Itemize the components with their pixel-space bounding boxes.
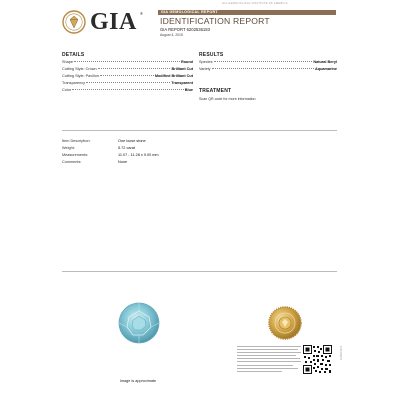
- side-code: 1106031179: [340, 345, 343, 360]
- item-label: Weight:: [62, 146, 75, 150]
- section-divider: [62, 271, 337, 272]
- results-label: Variety: [199, 67, 211, 71]
- item-label: Item Description:: [62, 139, 91, 143]
- details-row: [62, 88, 193, 93]
- gemstone-image: [118, 302, 160, 344]
- report-date: August 4, 2015: [160, 33, 183, 37]
- details-row: [62, 81, 193, 86]
- item-label: Comments:: [62, 160, 82, 164]
- item-value: One loose stone: [118, 139, 146, 143]
- report-number: GIA REPORT 6202536183: [160, 27, 210, 32]
- image-caption: Image is approximate: [119, 379, 157, 383]
- report-band: GIA GEMOLOGICAL REPORT: [158, 10, 336, 15]
- details-title: DETAILS: [62, 52, 85, 58]
- details-label: Cutting Style: Crown: [62, 67, 97, 71]
- gia-logo: [62, 10, 142, 34]
- hologram-seal-icon: [268, 306, 302, 340]
- item-value: 5.72 carat: [118, 146, 135, 150]
- details-label: Transparency: [62, 81, 86, 85]
- item-label: Measurements:: [62, 153, 89, 157]
- gia-logo-icon: [62, 10, 86, 34]
- logo-wordmark: GIA: [90, 9, 137, 35]
- details-value: Brilliant Cut: [171, 67, 193, 71]
- treatment-note: Scan QR code for more information: [199, 97, 256, 101]
- item-value: None: [118, 160, 128, 164]
- trademark-mark: ®: [140, 11, 143, 16]
- report-title: IDENTIFICATION REPORT: [160, 16, 270, 26]
- results-label: Species: [199, 60, 213, 64]
- details-value: Round: [180, 60, 193, 64]
- details-row: [62, 60, 193, 65]
- results-row: [199, 67, 337, 72]
- item-value: 11.07 - 11.28 x 9.00 mm: [118, 153, 159, 157]
- details-label: Color: [62, 88, 72, 92]
- results-row: [199, 60, 337, 65]
- qr-code-icon: [303, 345, 332, 374]
- results-value: Aquamarine: [315, 67, 337, 71]
- security-microtext: GIA GEMOLOGICAL INSTITUTE OF AMERICA: [222, 2, 288, 5]
- treatment-title: TREATMENT: [199, 88, 232, 94]
- details-row: [62, 67, 193, 72]
- fine-print: [237, 346, 301, 376]
- results-value: Natural Beryl: [313, 60, 337, 64]
- details-value: Transparent: [171, 81, 193, 85]
- details-label: Cutting Style: Pavilion: [62, 74, 99, 78]
- section-divider: [62, 130, 337, 131]
- details-value: Modified Brilliant Cut: [154, 74, 193, 78]
- details-row: [62, 74, 193, 79]
- details-label: Shape: [62, 60, 73, 64]
- results-title: RESULTS: [199, 52, 224, 58]
- details-value: Blue: [184, 88, 193, 92]
